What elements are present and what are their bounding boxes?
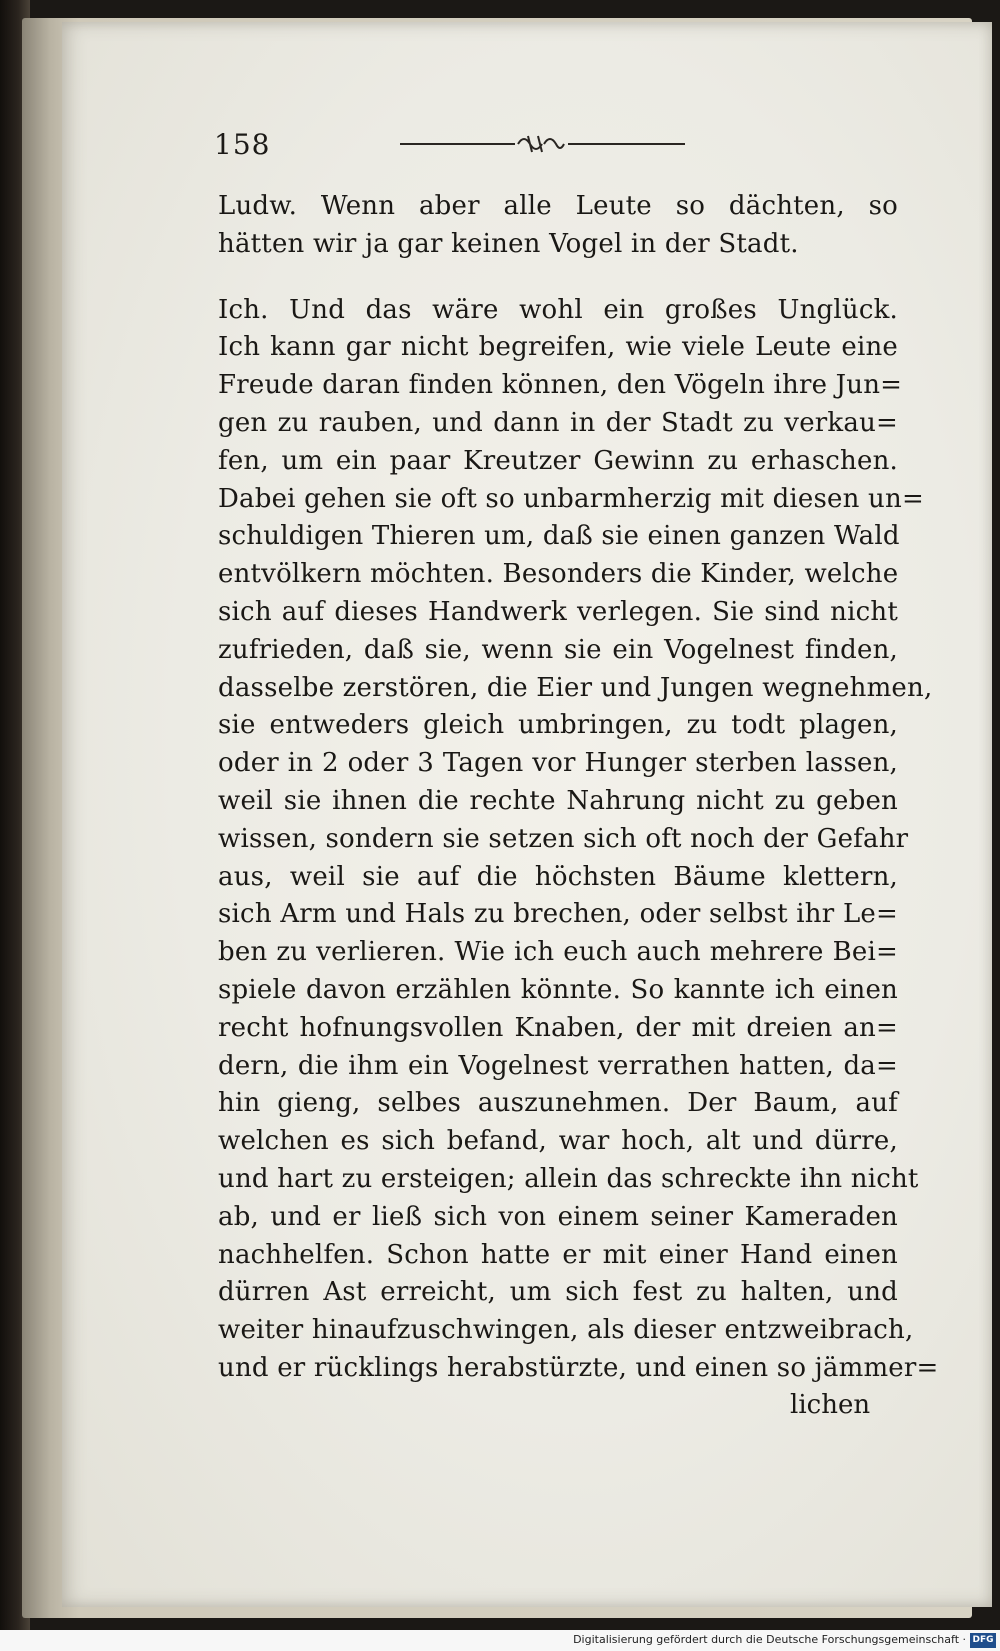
text-line: entvölkern möchten. Besonders die Kinder, welche <box>218 559 899 590</box>
text-line: recht hofnungsvollen Knaben, der mit dreien an= <box>218 1012 898 1043</box>
text-line: aus, weil sie auf die höchsten Bäume klettern, <box>218 861 898 892</box>
text-line: spiele davon erzählen könnte. So kannte ich einen <box>218 974 898 1005</box>
text-line: Freude daran finden können, den Vögeln ihre Jun= <box>218 370 903 401</box>
catchword: lichen <box>790 1390 871 1420</box>
text-line: und hart zu ersteigen; allein das schreckte ihn nicht <box>218 1163 919 1194</box>
text-line: Ludw. Wenn aber alle Leute so dächten, so <box>218 191 898 221</box>
text-line: ab, und er ließ sich von einem seiner Kameraden <box>218 1201 898 1232</box>
text-line: weiter hinaufzuschwingen, als dieser entzweibrach, <box>218 1315 914 1346</box>
text-line: dern, die ihm ein Vogelnest verrathen hatten, da= <box>218 1050 898 1081</box>
text-line: fen, um ein paar Kreutzer Gewinn zu erhaschen. <box>218 445 898 476</box>
text-line: weil sie ihnen die rechte Nahrung nicht zu geben <box>218 785 898 816</box>
text-line: dürren Ast erreicht, um sich fest zu halten, und <box>218 1277 898 1308</box>
text-line: nachhelfen. Schon hatte er mit einer Hand einen <box>218 1239 898 1270</box>
text-line: zufrieden, daß sie, wenn sie ein Vogelnest finden, <box>218 634 898 665</box>
text-line: ben zu verlieren. Wie ich euch auch mehrere Bei= <box>218 937 898 968</box>
text-line: wissen, sondern sie setzen sich oft noch der Gefahr <box>218 823 909 854</box>
text-line: dasselbe zerstören, die Eier und Jungen wegnehmen, <box>218 672 933 703</box>
rule-ornament-icon <box>400 128 720 158</box>
text-line: schuldigen Thieren um, daß sie einen ganzen Wald <box>218 521 900 552</box>
text-line: Dabei gehen sie oft so unbarmherzig mit diesen un= <box>218 483 924 514</box>
text-line: und er rücklings herabstürzte, und einen so jämmer= <box>218 1352 939 1383</box>
text-line: sich Arm und Hals zu brechen, oder selbst ihr Le= <box>218 899 898 930</box>
text-line: oder in 2 oder 3 Tagen vor Hunger sterben lassen, <box>218 748 898 779</box>
body-text <box>218 188 939 1388</box>
text-line: welchen es sich befand, war hoch, alt und dürre, <box>218 1126 898 1157</box>
text-line: Ich. Und das wäre wohl ein großes Unglück. <box>218 294 898 325</box>
page-number: 158 <box>214 128 271 161</box>
dfg-logo: DFG <box>970 1633 996 1648</box>
text-line: sich auf dieses Handwerk verlegen. Sie sind nicht <box>218 596 898 627</box>
text-line: sie entweders gleich umbringen, zu todt plagen, <box>218 710 898 741</box>
digitization-credit: Digitalisierung gefördert durch die Deutsche Forschungsgemeinschaft · <box>573 1633 966 1646</box>
text-line: hin gieng, selbes auszunehmen. Der Baum, auf <box>218 1088 898 1119</box>
text-line: gen zu rauben, und dann in der Stadt zu verkau= <box>218 407 898 438</box>
paragraph-gap <box>218 264 898 292</box>
text-line: Ich kann gar nicht begreifen, wie viele Leute eine <box>218 332 898 363</box>
text-line: hätten wir ja gar keinen Vogel in der Stadt. <box>218 228 799 259</box>
